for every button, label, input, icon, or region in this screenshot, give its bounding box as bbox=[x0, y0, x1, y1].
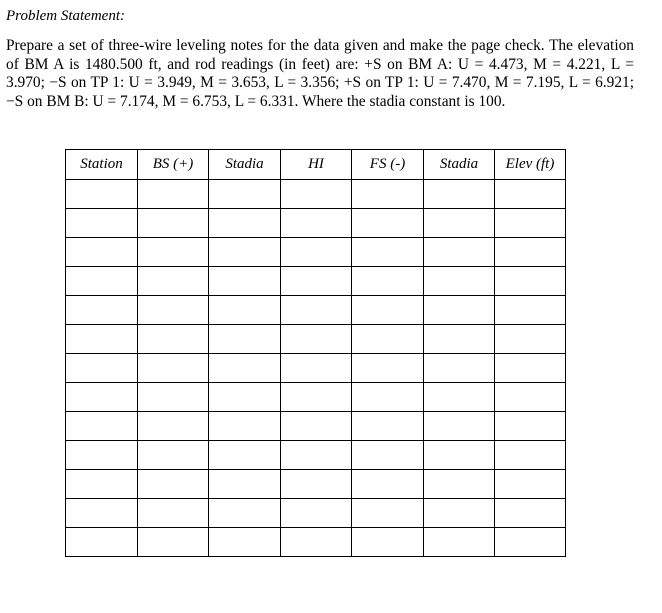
table-cell bbox=[352, 180, 424, 209]
table-cell bbox=[138, 209, 209, 238]
table-row bbox=[66, 412, 566, 441]
table-cell bbox=[424, 499, 495, 528]
table-cell bbox=[424, 267, 495, 296]
table-row bbox=[66, 325, 566, 354]
table-cell bbox=[281, 470, 352, 499]
table-cell bbox=[352, 470, 424, 499]
table-cell bbox=[209, 209, 281, 238]
table-cell bbox=[138, 412, 209, 441]
table-cell bbox=[281, 412, 352, 441]
table-cell bbox=[495, 267, 566, 296]
table-cell bbox=[352, 296, 424, 325]
table-cell bbox=[66, 296, 138, 325]
table-cell bbox=[138, 470, 209, 499]
table-cell bbox=[209, 441, 281, 470]
table-cell bbox=[281, 267, 352, 296]
table-cell bbox=[209, 238, 281, 267]
table-row bbox=[66, 499, 566, 528]
table-row bbox=[66, 267, 566, 296]
table-cell bbox=[424, 441, 495, 470]
table-cell bbox=[138, 528, 209, 557]
table-cell bbox=[209, 325, 281, 354]
table-cell bbox=[66, 412, 138, 441]
table-cell bbox=[66, 441, 138, 470]
table-cell bbox=[281, 354, 352, 383]
table-row bbox=[66, 209, 566, 238]
problem-heading: Problem Statement: bbox=[6, 8, 125, 24]
table-cell bbox=[352, 267, 424, 296]
table-cell bbox=[424, 180, 495, 209]
table-cell bbox=[281, 180, 352, 209]
table-cell bbox=[424, 354, 495, 383]
table-cell bbox=[495, 412, 566, 441]
table-header-row bbox=[66, 150, 566, 180]
header-foresight: FS (-) bbox=[352, 150, 424, 180]
table-cell bbox=[352, 238, 424, 267]
table-cell bbox=[209, 383, 281, 412]
table-cell bbox=[424, 470, 495, 499]
table-row bbox=[66, 441, 566, 470]
table-cell bbox=[138, 296, 209, 325]
table-cell bbox=[138, 180, 209, 209]
table-cell bbox=[66, 499, 138, 528]
table-cell bbox=[352, 383, 424, 412]
table-cell bbox=[495, 441, 566, 470]
table-row bbox=[66, 296, 566, 325]
problem-text: Prepare a set of three-wire leveling notes for the data given and make the page check. The elevation of BM A is 1480.500 ft, and rod readings (in feet) are: +S on BM A: U = 4.473, M = 4.221, L = 3.970; −S on TP 1: U = 3.949, M = 3.653, L = 3.356; +S on TP 1: U = 7.470, M = 7.195, L = 6.921; −S on BM B: U = 7.174, M = 6.753, L = 6.331. Where the stadia constant is 100. bbox=[6, 37, 634, 110]
table-cell bbox=[138, 441, 209, 470]
table-cell bbox=[66, 267, 138, 296]
header-station: Station bbox=[66, 150, 138, 180]
table-cell bbox=[424, 209, 495, 238]
table-row bbox=[66, 470, 566, 499]
table-cell bbox=[352, 412, 424, 441]
table-row bbox=[66, 528, 566, 557]
table-cell bbox=[495, 238, 566, 267]
table-cell bbox=[352, 209, 424, 238]
table-cell bbox=[495, 325, 566, 354]
table-cell bbox=[66, 209, 138, 238]
table-cell bbox=[495, 528, 566, 557]
header-stadia-back: Stadia bbox=[209, 150, 281, 180]
table-cell bbox=[66, 383, 138, 412]
table-cell bbox=[281, 499, 352, 528]
table-cell bbox=[138, 354, 209, 383]
table-cell bbox=[281, 209, 352, 238]
table-cell bbox=[209, 354, 281, 383]
table-cell bbox=[495, 354, 566, 383]
table-cell bbox=[209, 180, 281, 209]
table-body bbox=[66, 180, 566, 557]
header-elevation: Elev (ft) bbox=[495, 150, 566, 180]
table-cell bbox=[66, 180, 138, 209]
header-height-of-instrument: HI bbox=[281, 150, 352, 180]
table-cell bbox=[209, 528, 281, 557]
table-cell bbox=[66, 238, 138, 267]
table-cell bbox=[281, 528, 352, 557]
table-cell bbox=[138, 238, 209, 267]
table-cell bbox=[281, 238, 352, 267]
table-cell bbox=[281, 325, 352, 354]
table-cell bbox=[66, 325, 138, 354]
table-cell bbox=[495, 180, 566, 209]
table-cell bbox=[495, 296, 566, 325]
table-cell bbox=[66, 354, 138, 383]
table-cell bbox=[424, 528, 495, 557]
table-cell bbox=[352, 325, 424, 354]
table-cell bbox=[424, 412, 495, 441]
table-row bbox=[66, 383, 566, 412]
table-cell bbox=[209, 499, 281, 528]
table-cell bbox=[424, 238, 495, 267]
table-cell bbox=[352, 499, 424, 528]
header-backsight: BS (+) bbox=[138, 150, 209, 180]
table-cell bbox=[281, 441, 352, 470]
table-cell bbox=[352, 528, 424, 557]
table-cell bbox=[281, 296, 352, 325]
table-cell bbox=[209, 296, 281, 325]
table-row bbox=[66, 180, 566, 209]
table-row bbox=[66, 238, 566, 267]
table-cell bbox=[495, 470, 566, 499]
table-cell bbox=[424, 383, 495, 412]
table-cell bbox=[281, 383, 352, 412]
table-cell bbox=[138, 325, 209, 354]
table-cell bbox=[209, 470, 281, 499]
table-cell bbox=[495, 499, 566, 528]
table-cell bbox=[66, 470, 138, 499]
table-cell bbox=[66, 528, 138, 557]
table-cell bbox=[424, 296, 495, 325]
table-cell bbox=[495, 383, 566, 412]
header-stadia-fore: Stadia bbox=[424, 150, 495, 180]
table-cell bbox=[138, 383, 209, 412]
table-cell bbox=[138, 267, 209, 296]
table-cell bbox=[495, 209, 566, 238]
table-cell bbox=[209, 267, 281, 296]
table-cell bbox=[352, 441, 424, 470]
table-row bbox=[66, 354, 566, 383]
table-cell bbox=[138, 499, 209, 528]
leveling-notes-table bbox=[65, 149, 566, 557]
table-cell bbox=[424, 325, 495, 354]
table-cell bbox=[352, 354, 424, 383]
table-cell bbox=[209, 412, 281, 441]
